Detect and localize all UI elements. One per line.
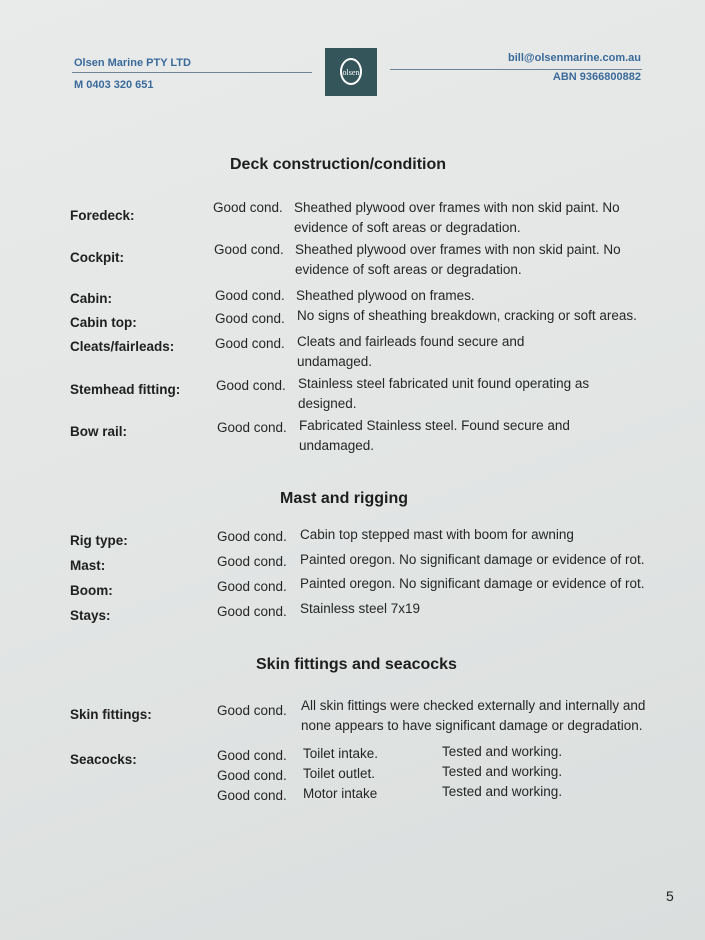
row-condition: Good cond. — [217, 748, 287, 763]
row-label: Stemhead fitting: — [70, 382, 181, 397]
row-label: Skin fittings: — [70, 707, 152, 722]
row-label: Rig type: — [70, 533, 128, 548]
seacock-result: Tested and working. — [442, 744, 563, 759]
section-title-skin-fittings: Skin fittings and seacocks — [256, 656, 457, 673]
row-condition: Good cond. — [217, 579, 287, 594]
row-description: Painted oregon. No significant damage or evidence of rot. — [300, 576, 645, 591]
company-logo — [325, 48, 377, 96]
row-condition: Good cond. — [213, 200, 283, 215]
row-condition: Good cond. — [216, 378, 286, 393]
row-description: Stainless steel fabricated unit found operating as designed. — [298, 376, 590, 411]
row-condition: Good cond. — [215, 336, 285, 351]
row-condition: Good cond. — [217, 554, 287, 569]
company-phone: M 0403 320 651 — [74, 79, 154, 91]
row-condition: Good cond. — [215, 311, 285, 326]
row-condition: Good cond. — [217, 788, 287, 803]
row-label: Cockpit: — [70, 250, 124, 265]
section-title-deck: Deck construction/condition — [230, 156, 447, 173]
row-condition: Good cond. — [217, 703, 287, 718]
row-condition: Good cond. — [217, 604, 287, 619]
row-condition: Good cond. — [214, 242, 284, 257]
row-description: Sheathed plywood on frames. — [296, 288, 475, 303]
row-label: Cleats/fairleads: — [70, 339, 175, 354]
company-email[interactable]: bill@olsenmarine.com.au — [508, 52, 641, 64]
row-description: Sheathed plywood over frames with non skid paint. No evidence of soft areas or degradation. — [295, 242, 621, 277]
row-description: Painted oregon. No significant damage or evidence of rot. — [300, 552, 645, 567]
header-rule-left — [72, 72, 312, 73]
row-label: Stays: — [70, 608, 111, 623]
row-description: Stainless steel 7x19 — [300, 601, 421, 616]
page-number: 5 — [666, 888, 674, 904]
row-description: Cleats and fairleads found secure and undamaged. — [297, 334, 525, 369]
row-description: Fabricated Stainless steel. Found secure and undamaged. — [299, 418, 570, 453]
row-condition: Good cond. — [217, 420, 287, 435]
seacock-item: Motor intake — [303, 786, 378, 801]
row-label: Mast: — [70, 558, 106, 573]
row-label: Seacocks: — [70, 752, 137, 767]
row-description: No signs of sheathing breakdown, cracking or soft areas. — [297, 308, 637, 323]
row-label: Boom: — [70, 583, 113, 598]
seacock-item: Toilet outlet. — [303, 766, 376, 781]
row-label: Cabin: — [70, 291, 112, 306]
company-abn: ABN 9366800882 — [552, 71, 641, 83]
row-condition: Good cond. — [217, 529, 287, 544]
seacock-result: Tested and working. — [442, 764, 563, 779]
row-label: Foredeck: — [70, 208, 135, 223]
row-label: Bow rail: — [70, 424, 128, 439]
row-label: Cabin top: — [70, 315, 137, 330]
logo-text: olsen — [342, 68, 360, 77]
header-rule-right — [390, 69, 642, 70]
row-description: Sheathed plywood over frames with non skid paint. No evidence of soft areas or degradation. — [294, 200, 620, 235]
section-title-mast: Mast and rigging — [280, 490, 408, 507]
seacock-item: Toilet intake. — [303, 746, 379, 761]
row-description: All skin fittings were checked externally and internally and none appears to have significant damage or degradation. — [301, 698, 646, 733]
company-name: Olsen Marine PTY LTD — [74, 57, 191, 69]
row-condition: Good cond. — [215, 288, 285, 303]
row-description: Cabin top stepped mast with boom for awning — [300, 527, 574, 542]
row-condition: Good cond. — [217, 768, 287, 783]
seacock-result: Tested and working. — [442, 784, 563, 799]
